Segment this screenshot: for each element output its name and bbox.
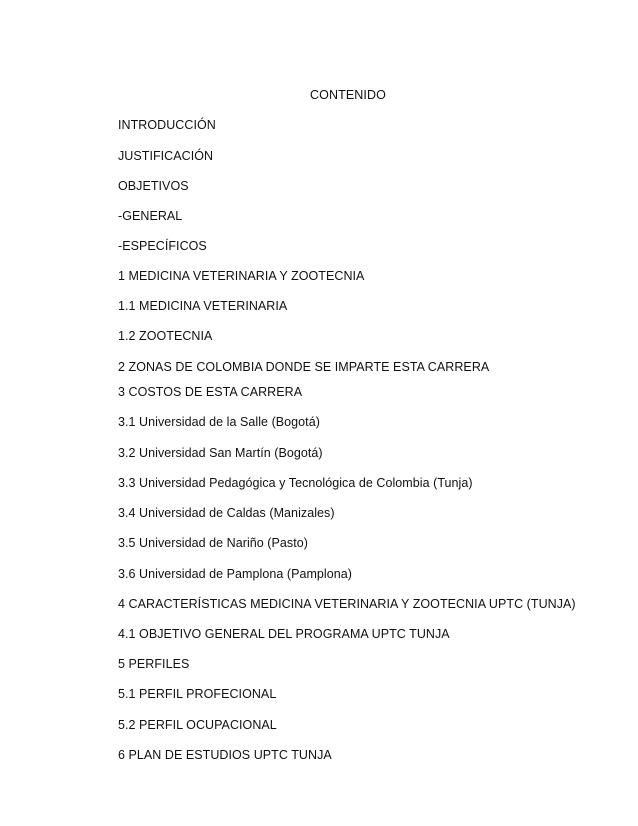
toc-entry: 5.2 PERFIL OCUPACIONAL xyxy=(118,718,277,732)
toc-entry: 1.1 MEDICINA VETERINARIA xyxy=(118,299,288,313)
toc-entry: 3.6 Universidad de Pamplona (Pamplona) xyxy=(118,567,352,581)
toc-entry: OBJETIVOS xyxy=(118,179,189,193)
toc-entry: JUSTIFICACIÓN xyxy=(118,149,214,163)
toc-entry: 5 PERFILES xyxy=(118,657,190,671)
toc-entry: 3.4 Universidad de Caldas (Manizales) xyxy=(118,506,335,520)
toc-entry: 3.5 Universidad de Nariño (Pasto) xyxy=(118,536,308,550)
toc-entry: 3 COSTOS DE ESTA CARRERA xyxy=(118,385,303,399)
toc-entry: 3.2 Universidad San Martín (Bogotá) xyxy=(118,446,323,460)
toc-entry: 3.3 Universidad Pedagógica y Tecnológica de Colombia (Tunja) xyxy=(118,476,473,490)
toc-entry: 3.1 Universidad de la Salle (Bogotá) xyxy=(118,415,320,429)
toc-entry: 6 PLAN DE ESTUDIOS UPTC TUNJA xyxy=(118,748,332,762)
toc-title: CONTENIDO xyxy=(310,88,386,102)
toc-entry: 5.1 PERFIL PROFECIONAL xyxy=(118,687,277,701)
toc-entry: -ESPECÍFICOS xyxy=(118,239,207,253)
toc-entry: 1 MEDICINA VETERINARIA Y ZOOTECNIA xyxy=(118,269,365,283)
toc-entry: -GENERAL xyxy=(118,209,183,223)
toc-entry: 2 ZONAS DE COLOMBIA DONDE SE IMPARTE ESTA CARRERA xyxy=(118,360,490,374)
toc-entry: INTRODUCCIÓN xyxy=(118,118,216,132)
toc-entry: 4.1 OBJETIVO GENERAL DEL PROGRAMA UPTC TUNJA xyxy=(118,627,450,641)
toc-entry: 4 CARACTERÍSTICAS MEDICINA VETERINARIA Y ZOOTECNIA UPTC (TUNJA) xyxy=(118,597,576,611)
toc-entry: 1.2 ZOOTECNIA xyxy=(118,329,213,343)
